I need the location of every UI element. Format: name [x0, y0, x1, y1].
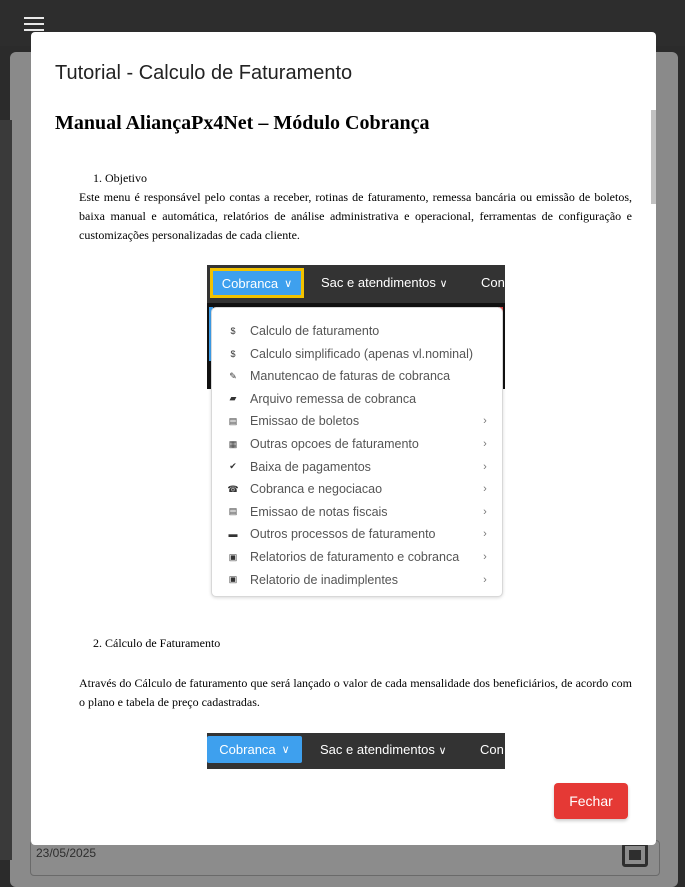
chevron-down-icon: ∨ — [284, 277, 293, 290]
screenshot-nav-sac — [320, 742, 447, 757]
dollar-icon: $ — [230, 326, 236, 336]
chevron-down-icon: ∨ — [439, 278, 448, 290]
phone-icon: ☎ — [227, 483, 239, 494]
scrollbar-thumb[interactable] — [651, 110, 656, 204]
screenshot-menu-item — [212, 320, 502, 342]
screenshot-nav-cobranca — [210, 268, 304, 298]
document-icon: ▤ — [228, 415, 238, 426]
edit-icon: ✎ — [229, 370, 237, 381]
screenshot-menu-item — [212, 365, 502, 387]
modal-body[interactable] — [31, 104, 656, 784]
screenshot-nav-sac — [321, 275, 448, 290]
chevron-right-icon: › — [483, 460, 487, 473]
printer-icon: ▣ — [228, 551, 238, 562]
printer-icon: ▣ — [228, 574, 238, 585]
date-field[interactable] — [30, 840, 660, 876]
clipboard-check-icon: ✔ — [229, 461, 237, 472]
screenshot-menu-item — [212, 343, 502, 365]
section-text-objetivo: Este menu é responsável pelo contas a receber, rotinas de faturamento, remessa bancária ou emissão de boletos, baixa manual e automática, relatórios de análise administrativa e operacional, ferramentas de configuração e customizações personalizadas de cada cliente. — [79, 190, 632, 242]
screenshot-menu-item — [212, 456, 502, 478]
section-heading-calculo: 2. Cálculo de Faturamento — [93, 636, 221, 650]
screenshot-menu-item-label: Relatorio de inadimplentes — [250, 572, 399, 587]
screenshot-menu-item-label: Baixa de pagamentos — [250, 459, 371, 474]
screenshot-nav-cobranca — [207, 736, 302, 763]
screenshot-menu-item — [212, 569, 502, 591]
chevron-down-icon: ∨ — [438, 745, 447, 757]
chevron-right-icon: › — [483, 438, 487, 450]
chevron-right-icon: › — [483, 505, 487, 518]
chevron-right-icon: › — [483, 573, 487, 586]
screenshot-menu-item-label: Emissao de notas fiscais — [250, 504, 388, 519]
calendar-icon[interactable] — [622, 843, 648, 867]
dollar-icon: $ — [230, 348, 236, 359]
screenshot-nav-label: Cobranca — [219, 742, 276, 757]
document-title: Manual AliançaPx4Net – Módulo Cobrança — [55, 112, 430, 134]
screenshot-menu-item-label: Outros processos de faturamento — [250, 527, 436, 542]
screenshot-menu-item-label: Calculo simplificado (apenas vl.nominal) — [250, 346, 474, 361]
screenshot-nav-label: Sac e atendimentos — [321, 275, 436, 290]
chevron-right-icon: › — [483, 415, 487, 428]
screenshot-nav-con: Con — [480, 742, 504, 757]
screenshot-menu-item — [212, 478, 502, 500]
screenshot-menu-item-label: Calculo de faturamento — [250, 324, 380, 338]
background-strip — [0, 120, 12, 860]
screenshot-menu-item-label: Cobranca e negociacao — [250, 482, 383, 497]
chevron-right-icon: › — [483, 551, 487, 563]
document-icon: ▤ — [228, 506, 238, 517]
navbar-screenshot — [207, 733, 505, 769]
screenshot-menu-item-label: Arquivo remessa de cobranca — [250, 391, 417, 406]
chevron-right-icon: › — [483, 528, 487, 541]
calendar-icon: ▦ — [228, 438, 238, 449]
tutorial-modal — [31, 32, 656, 845]
screenshot-nav-label: Sac e atendimentos — [320, 742, 435, 757]
chevron-down-icon: ∨ — [281, 744, 290, 756]
screenshot-menu-item-label: Outras opcoes de faturamento — [250, 437, 419, 451]
screenshot-menu-item — [212, 388, 502, 410]
screenshot-menu-item — [212, 523, 502, 545]
screenshot-menu-item-label: Relatorios de faturamento e cobranca — [250, 550, 460, 564]
close-button[interactable]: Fechar — [554, 783, 628, 819]
modal-title: Tutorial - Calculo de Faturamento — [55, 62, 353, 84]
section-text-calculo: Através do Cálculo de faturamento que será lançado o valor de cada mensalidade dos beneficiários, de acordo com o plano e tabela de preço cadastradas. — [79, 676, 632, 709]
screenshot-menu-item-label: Emissao de boletos — [250, 414, 360, 429]
screenshot-nav-label: Cobranca — [221, 275, 279, 291]
screenshot-menu-item — [212, 410, 502, 432]
screenshot-dropdown-menu — [211, 307, 503, 597]
chevron-right-icon: › — [483, 483, 487, 496]
screenshot-menu-item — [212, 501, 502, 523]
screenshot-nav-con: Con — [481, 275, 505, 290]
screenshot-menu-item — [212, 433, 502, 455]
screenshot-menu-item — [212, 546, 502, 568]
date-value: 23/05/2025 — [36, 846, 97, 860]
screenshot-menu-item-label: Manutencao de faturas de cobranca — [250, 369, 451, 384]
section-heading-objetivo: 1. Objetivo — [93, 171, 147, 185]
card-icon: ▬ — [228, 529, 238, 540]
folder-icon: ▰ — [229, 393, 237, 404]
menu-screenshot — [207, 265, 505, 601]
